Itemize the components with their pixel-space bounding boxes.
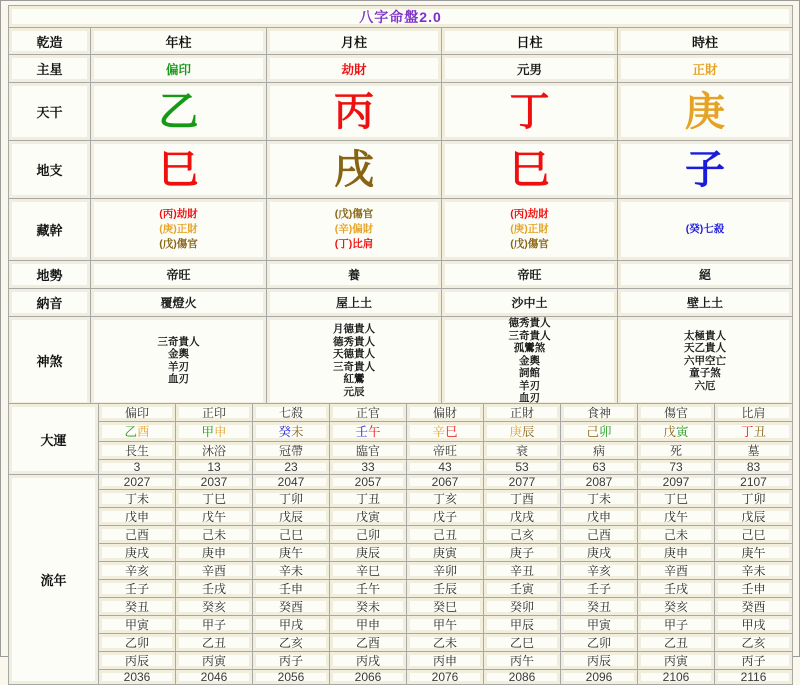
liunian-year-2-1: 戊辰 (253, 508, 330, 526)
dayun-ganzhi-5 (484, 422, 561, 442)
shensha-item: 童子煞 (689, 367, 721, 379)
pillar-header-3: 時柱 (618, 28, 793, 55)
liunian-year-7-2: 己未 (638, 526, 715, 544)
liunian-start-year-4: 2067 (407, 475, 484, 490)
liunian-year-6-0: 丁未 (561, 490, 638, 508)
row-label-main-star: 主星 (9, 55, 91, 83)
liunian-year-6-7: 甲寅 (561, 616, 638, 634)
liunian-end-year-7: 2106 (638, 670, 715, 685)
liunian-year-5-7: 甲辰 (484, 616, 561, 634)
dayun-god-1: 正印 (176, 404, 253, 422)
liunian-year-3-5: 壬午 (330, 580, 407, 598)
row-label-hidden: 藏幹 (9, 199, 91, 261)
hidden-stems-2 (442, 199, 618, 261)
hidden-stem-item: (丙)劫財 (510, 208, 549, 220)
row-label-nayin: 納音 (9, 289, 91, 317)
dayun-ganzhi-4 (407, 422, 484, 442)
hidden-stem-item: (丁)比肩 (334, 238, 374, 250)
liunian-end-year-1: 2046 (176, 670, 253, 685)
dayun-age-4: 43 (407, 460, 484, 475)
liunian-year-3-6: 癸未 (330, 598, 407, 616)
liunian-year-4-3: 庚寅 (407, 544, 484, 562)
shensha-3 (618, 317, 793, 406)
dayun-stem: 壬 (355, 425, 368, 439)
liunian-year-8-3: 庚午 (715, 544, 793, 562)
liunian-year-5-5: 壬寅 (484, 580, 561, 598)
liunian-year-0-2: 己酉 (99, 526, 176, 544)
liunian-ganzhi-row (9, 490, 793, 508)
hidden-stems-3 (618, 199, 793, 261)
life-stage-row (9, 261, 793, 289)
main-star-1: 劫財 (267, 55, 442, 83)
liunian-year-5-2: 己亥 (484, 526, 561, 544)
dayun-stage-1: 沐浴 (176, 442, 253, 460)
liunian-year-0-6: 癸丑 (99, 598, 176, 616)
dayun-ganzhi-1 (176, 422, 253, 442)
pillar-header-1: 月柱 (267, 28, 442, 55)
branch-row (9, 141, 793, 199)
pillar-header-row (9, 28, 793, 55)
dayun-ganzhi-6 (561, 422, 638, 442)
shensha-1 (267, 317, 442, 406)
dayun-god-3: 正官 (330, 404, 407, 422)
liunian-year-6-8: 乙卯 (561, 634, 638, 652)
liunian-year-1-5: 壬戌 (176, 580, 253, 598)
nayin-1: 屋上土 (267, 289, 442, 317)
dayun-god-5: 正財 (484, 404, 561, 422)
dayun-ganzhi-8 (715, 422, 793, 442)
shensha-item: 元辰 (343, 385, 365, 398)
liunian-end-year-5: 2086 (484, 670, 561, 685)
dayun-god-6: 食神 (561, 404, 638, 422)
liunian-year-3-7: 甲申 (330, 616, 407, 634)
heavenly-stem-1: 丙 (267, 83, 442, 141)
shensha-item: 金輿 (519, 354, 540, 367)
shensha-item: 血刃 (168, 373, 189, 386)
shensha-item: 金輿 (168, 348, 189, 361)
liunian-ganzhi-row (9, 562, 793, 580)
liunian-year-6-4: 辛亥 (561, 562, 638, 580)
liunian-year-7-7: 甲子 (638, 616, 715, 634)
dayun-god-0: 偏印 (99, 404, 176, 422)
shensha-item: 三奇貴人 (508, 329, 551, 342)
liunian-year-3-3: 庚辰 (330, 544, 407, 562)
dayun-age-0: 3 (99, 460, 176, 475)
dayun-god-2: 七殺 (253, 404, 330, 422)
hidden-stem-item: (癸)七殺 (685, 223, 725, 235)
shensha-item: 德秀貴人 (508, 317, 551, 329)
liunian-start-year-1: 2037 (176, 475, 253, 490)
earthly-branch-1: 戌 (267, 141, 442, 199)
dayun-branch: 寅 (676, 425, 689, 439)
shensha-row (9, 317, 793, 406)
dayun-age-5: 53 (484, 460, 561, 475)
shensha-2 (442, 317, 618, 406)
liunian-year-7-3: 庚申 (638, 544, 715, 562)
pillar-header-2: 日柱 (442, 28, 618, 55)
nayin-0: 覆燈火 (91, 289, 267, 317)
hidden-stems-1 (267, 199, 442, 261)
dayun-stage-3: 臨官 (330, 442, 407, 460)
liunian-start-year-0: 2027 (99, 475, 176, 490)
liunian-year-8-7: 甲戌 (715, 616, 793, 634)
liunian-year-6-6: 癸丑 (561, 598, 638, 616)
main-star-row (9, 55, 793, 83)
liunian-end-year-3: 2066 (330, 670, 407, 685)
liunian-start-year-8: 2107 (715, 475, 793, 490)
liunian-year-3-9: 丙戌 (330, 652, 407, 670)
hidden-stem-item: (辛)偏財 (334, 223, 374, 235)
liunian-year-7-9: 丙寅 (638, 652, 715, 670)
liunian-ganzhi-row (9, 598, 793, 616)
liunian-ganzhi-row (9, 544, 793, 562)
dayun-age-2: 23 (253, 460, 330, 475)
shensha-item: 三奇貴人 (157, 335, 200, 348)
liunian-year-3-2: 己卯 (330, 526, 407, 544)
dayun-age-7: 73 (638, 460, 715, 475)
hidden-stems-row (9, 199, 793, 261)
liunian-ganzhi-row (9, 580, 793, 598)
liunian-year-4-8: 乙未 (407, 634, 484, 652)
luck-table (8, 403, 793, 685)
liunian-year-3-8: 乙酉 (330, 634, 407, 652)
liunian-year-0-0: 丁未 (99, 490, 176, 508)
shensha-item: 詞館 (519, 367, 540, 379)
liunian-year-5-8: 乙巳 (484, 634, 561, 652)
shensha-item: 孤鸞煞 (513, 342, 546, 354)
dayun-stem: 甲 (201, 425, 214, 439)
row-label-stage: 地勢 (9, 261, 91, 289)
shensha-item: 六甲空亡 (684, 354, 727, 367)
liunian-year-8-6: 癸酉 (715, 598, 793, 616)
liunian-year-0-1: 戊申 (99, 508, 176, 526)
dayun-ganzhi-3 (330, 422, 407, 442)
dayun-ganzhi-2 (253, 422, 330, 442)
liunian-end-year-2: 2056 (253, 670, 330, 685)
dayun-ganzhi-0 (99, 422, 176, 442)
dayun-stage-8: 墓 (715, 442, 793, 460)
shensha-item: 紅鸞 (343, 373, 365, 386)
pillar-table-corner: 乾造 (9, 28, 91, 55)
dayun-branch: 巳 (445, 425, 458, 439)
dayun-ganzhi-row (9, 422, 793, 442)
row-label-stem: 天干 (9, 83, 91, 141)
life-stage-2: 帝旺 (442, 261, 618, 289)
liunian-year-7-0: 丁巳 (638, 490, 715, 508)
liunian-label: 流年 (9, 475, 99, 685)
dayun-stage-2: 冠帶 (253, 442, 330, 460)
dayun-age-8: 83 (715, 460, 793, 475)
liunian-year-1-0: 丁巳 (176, 490, 253, 508)
liunian-start-year-row (9, 475, 793, 490)
liunian-year-8-8: 乙亥 (715, 634, 793, 652)
title-row (9, 6, 793, 28)
liunian-year-5-6: 癸卯 (484, 598, 561, 616)
dayun-stem: 丁 (740, 425, 754, 439)
liunian-ganzhi-row (9, 616, 793, 634)
dayun-branch: 辰 (522, 425, 535, 439)
dayun-age-row (9, 460, 793, 475)
liunian-year-0-7: 甲寅 (99, 616, 176, 634)
dayun-branch: 未 (291, 425, 304, 439)
liunian-year-1-1: 戊午 (176, 508, 253, 526)
liunian-year-1-9: 丙寅 (176, 652, 253, 670)
page-title: 八字命盤2.0 (359, 8, 442, 25)
liunian-year-4-7: 甲午 (407, 616, 484, 634)
dayun-stage-7: 死 (638, 442, 715, 460)
liunian-year-4-0: 丁亥 (407, 490, 484, 508)
hidden-stem-item: (戊)傷官 (159, 238, 198, 250)
liunian-year-5-9: 丙午 (484, 652, 561, 670)
heavenly-stem-0: 乙 (91, 83, 267, 141)
liunian-year-0-3: 庚戌 (99, 544, 176, 562)
liunian-year-7-5: 壬戌 (638, 580, 715, 598)
heavenly-stem-3: 庚 (618, 83, 793, 141)
liunian-year-3-0: 丁丑 (330, 490, 407, 508)
dayun-stage-6: 病 (561, 442, 638, 460)
liunian-year-0-9: 丙辰 (99, 652, 176, 670)
dayun-stem: 癸 (278, 425, 291, 439)
dayun-stem: 庚 (509, 425, 522, 439)
shensha-item: 羊刃 (519, 379, 540, 392)
liunian-year-5-1: 戊戌 (484, 508, 561, 526)
shensha-item: 天德貴人 (333, 348, 375, 361)
liunian-year-7-6: 癸亥 (638, 598, 715, 616)
liunian-year-6-3: 庚戌 (561, 544, 638, 562)
liunian-end-year-6: 2096 (561, 670, 638, 685)
dayun-age-3: 33 (330, 460, 407, 475)
liunian-year-5-0: 丁酉 (484, 490, 561, 508)
dayun-branch: 丑 (753, 425, 767, 439)
dayun-stage-row (9, 442, 793, 460)
liunian-year-2-9: 丙子 (253, 652, 330, 670)
liunian-year-6-5: 壬子 (561, 580, 638, 598)
liunian-start-year-3: 2057 (330, 475, 407, 490)
dayun-stage-0: 長生 (99, 442, 176, 460)
liunian-year-2-8: 乙亥 (253, 634, 330, 652)
shensha-item: 天乙貴人 (684, 342, 727, 354)
liunian-year-6-1: 戊申 (561, 508, 638, 526)
dayun-label: 大運 (9, 404, 99, 475)
dayun-god-7: 傷官 (638, 404, 715, 422)
hidden-stem-item: (丙)劫財 (159, 208, 198, 220)
dayun-god-row (9, 404, 793, 422)
earthly-branch-0: 巳 (91, 141, 267, 199)
hidden-stems-0 (91, 199, 267, 261)
liunian-year-7-4: 辛酉 (638, 562, 715, 580)
liunian-year-8-4: 辛未 (715, 562, 793, 580)
heavenly-stem-2: 丁 (442, 83, 618, 141)
shensha-item: 羊刃 (168, 360, 189, 373)
liunian-year-2-6: 癸酉 (253, 598, 330, 616)
dayun-branch: 午 (368, 425, 381, 439)
dayun-age-6: 63 (561, 460, 638, 475)
dayun-ganzhi-7 (638, 422, 715, 442)
pillars-table (8, 5, 793, 406)
dayun-stem: 辛 (432, 425, 445, 439)
liunian-year-1-3: 庚申 (176, 544, 253, 562)
liunian-start-year-7: 2097 (638, 475, 715, 490)
liunian-year-4-5: 壬辰 (407, 580, 484, 598)
liunian-year-2-4: 辛未 (253, 562, 330, 580)
pillar-header-0: 年柱 (91, 28, 267, 55)
liunian-year-4-6: 癸巳 (407, 598, 484, 616)
hidden-stem-item: (庚)正財 (159, 223, 198, 235)
liunian-year-8-1: 戊辰 (715, 508, 793, 526)
shensha-0 (91, 317, 267, 406)
liunian-year-2-5: 壬申 (253, 580, 330, 598)
main-star-2: 元男 (442, 55, 618, 83)
dayun-god-4: 偏財 (407, 404, 484, 422)
earthly-branch-2: 巳 (442, 141, 618, 199)
hidden-stem-item: (庚)正財 (510, 223, 549, 235)
liunian-year-6-2: 己酉 (561, 526, 638, 544)
title-cell (9, 6, 793, 28)
liunian-year-2-2: 己巳 (253, 526, 330, 544)
liunian-year-2-7: 甲戌 (253, 616, 330, 634)
liunian-start-year-2: 2047 (253, 475, 330, 490)
shensha-item: 月德貴人 (333, 323, 375, 336)
row-label-shensha: 神煞 (9, 317, 91, 406)
dayun-stem: 戊 (663, 425, 676, 439)
liunian-year-8-2: 己巳 (715, 526, 793, 544)
nayin-3: 壁上土 (618, 289, 793, 317)
liunian-year-5-4: 辛丑 (484, 562, 561, 580)
dayun-stage-5: 衰 (484, 442, 561, 460)
earthly-branch-3: 子 (618, 141, 793, 199)
liunian-end-year-4: 2076 (407, 670, 484, 685)
liunian-year-8-5: 壬申 (715, 580, 793, 598)
liunian-year-1-8: 乙丑 (176, 634, 253, 652)
dayun-stem: 己 (586, 425, 599, 439)
shensha-item: 太極貴人 (684, 329, 727, 342)
shensha-item: 三奇貴人 (333, 360, 375, 373)
liunian-ganzhi-row (9, 634, 793, 652)
dayun-branch: 酉 (137, 425, 150, 439)
liunian-year-7-1: 戊午 (638, 508, 715, 526)
liunian-year-1-4: 辛酉 (176, 562, 253, 580)
liunian-year-3-4: 辛巳 (330, 562, 407, 580)
liunian-year-0-4: 辛亥 (99, 562, 176, 580)
liunian-year-1-2: 己未 (176, 526, 253, 544)
liunian-year-4-9: 丙申 (407, 652, 484, 670)
liunian-year-5-3: 庚子 (484, 544, 561, 562)
liunian-year-1-7: 甲子 (176, 616, 253, 634)
row-label-branch: 地支 (9, 141, 91, 199)
shensha-item: 血刃 (519, 392, 540, 404)
liunian-end-year-8: 2116 (715, 670, 793, 685)
dayun-branch: 申 (214, 425, 227, 439)
life-stage-1: 養 (267, 261, 442, 289)
liunian-year-2-3: 庚午 (253, 544, 330, 562)
nayin-row (9, 289, 793, 317)
liunian-year-8-0: 丁卯 (715, 490, 793, 508)
liunian-year-0-5: 壬子 (99, 580, 176, 598)
liunian-ganzhi-row (9, 508, 793, 526)
life-stage-0: 帝旺 (91, 261, 267, 289)
dayun-age-1: 13 (176, 460, 253, 475)
liunian-year-3-1: 戊寅 (330, 508, 407, 526)
liunian-year-8-9: 丙子 (715, 652, 793, 670)
life-stage-3: 絕 (618, 261, 793, 289)
liunian-year-0-8: 乙卯 (99, 634, 176, 652)
dayun-god-8: 比肩 (715, 404, 793, 422)
liunian-year-4-1: 戊子 (407, 508, 484, 526)
stem-row (9, 83, 793, 141)
dayun-stage-4: 帝旺 (407, 442, 484, 460)
shensha-item: 六厄 (694, 379, 716, 392)
liunian-start-year-6: 2087 (561, 475, 638, 490)
liunian-end-year-0: 2036 (99, 670, 176, 685)
dayun-stem: 乙 (124, 425, 137, 439)
dayun-branch: 卯 (599, 425, 612, 439)
main-star-0: 偏印 (91, 55, 267, 83)
liunian-year-7-8: 乙丑 (638, 634, 715, 652)
hidden-stem-item: (戊)傷官 (510, 238, 549, 250)
nayin-2: 沙中土 (442, 289, 618, 317)
liunian-start-year-5: 2077 (484, 475, 561, 490)
hidden-stem-item: (戊)傷官 (334, 208, 374, 220)
liunian-end-year-row (9, 670, 793, 685)
liunian-year-6-9: 丙辰 (561, 652, 638, 670)
liunian-year-4-2: 己丑 (407, 526, 484, 544)
liunian-ganzhi-row (9, 652, 793, 670)
liunian-ganzhi-row (9, 526, 793, 544)
liunian-year-2-0: 丁卯 (253, 490, 330, 508)
liunian-year-1-6: 癸亥 (176, 598, 253, 616)
main-star-3: 正財 (618, 55, 793, 83)
shensha-item: 德秀貴人 (333, 335, 375, 348)
liunian-year-4-4: 辛卯 (407, 562, 484, 580)
